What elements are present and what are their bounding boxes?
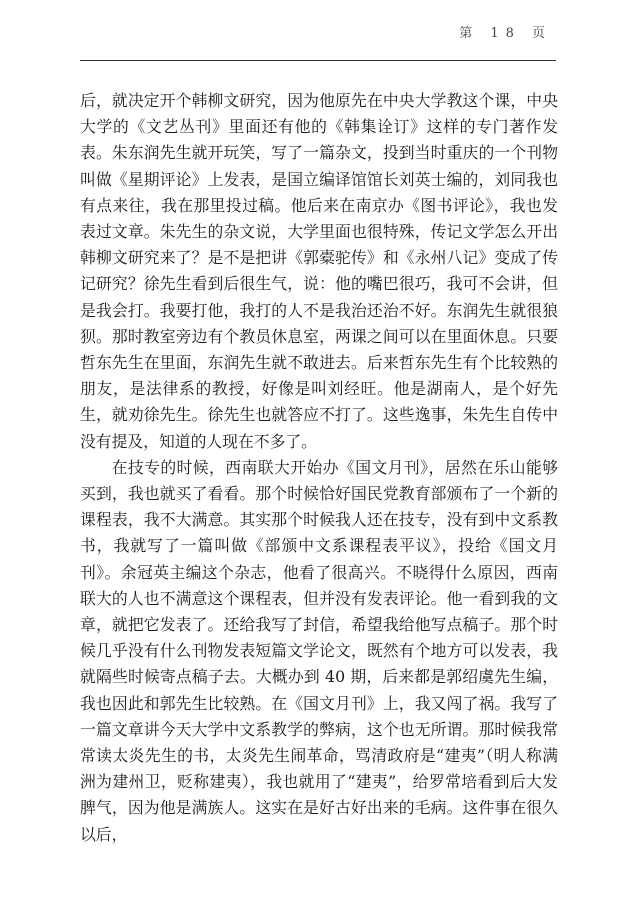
page-number: 第 18 页 [459,26,552,41]
paragraph-2: 在技专的时候，西南联大开始办《国文月刊》，居然在乐山能够买到，我也就买了看看。那个时候恰好国民党教育部颁布了一个新的课程表，我不大满意。其实那个时候我人还在技专，没有到中文系教书，我就写了一篇叫做《部颁中文系课程表平议》，投给《国文月刊》。余冠英主编这个杂志，他看了很高兴。不晓得什么原因，西南联大的人也不满意这个课程表，但并没有发表评论。他一看到我的文章，就把它发表了。还给我写了封信，希望我给他写点稿子。那个时候几乎没有什么刊物发表短篇文学论文，既然有个地方可以发表，我就隔些时候寄点稿子去。大概办到 40 期，后来都是郭绍虞先生编，我也因此和郭先生比较熟。在《国文月刊》上，我又闯了祸。我写了一篇文章讲今天大学中文系教学的弊病，这个也无所谓。那时候我常常读太炎先生的书，太炎先生闹革命，骂清政府是“建夷”（明人称满洲为建州卫，贬称建夷），我也就用了“建夷”，给罗常培看到后大发脾气，因为他是满族人。这实在是好古好出来的毛病。这件事在很久以后， [80,457,558,844]
page-body [80,88,558,848]
paragraph-1: 后，就决定开个韩柳文研究，因为他原先在中央大学教这个课，中央大学的《文艺丛刊》里面还有他的《韩集诠订》这样的专门著作发表。朱东润先生就开玩笑，写了一篇杂文，投到当时重庆的一个刊物叫做《星期评论》上发表，是国立编译馆馆长刘英士编的，刘同我也有点来往，我在那里投过稿。他后来在南京办《图书评论》，我也发表过文章。朱先生的杂文说，大学里面也很特殊，传记文学怎么开出韩柳文研究来了？是不是把讲《郭橐驼传》和《永州八记》变成了传记研究？徐先生看到后很生气，说：他的嘴巴很巧，我可不会讲，但是我会打。我要打他，我打的人不是我治还治不好。东润先生就很狼狈。那时教室旁边有个教员休息室，两课之间可以在里面休息。只要哲东先生在里面，东润先生就不敢进去。后来哲东先生有个比较熟的朋友，是法律系的教授，好像是叫刘经旺。他是湖南人，是个好先生，就劝徐先生。徐先生也就答应不打了。这些逸事，朱先生自传中没有提及，知道的人现在不多了。 [80,91,558,451]
page-header [80,12,556,61]
